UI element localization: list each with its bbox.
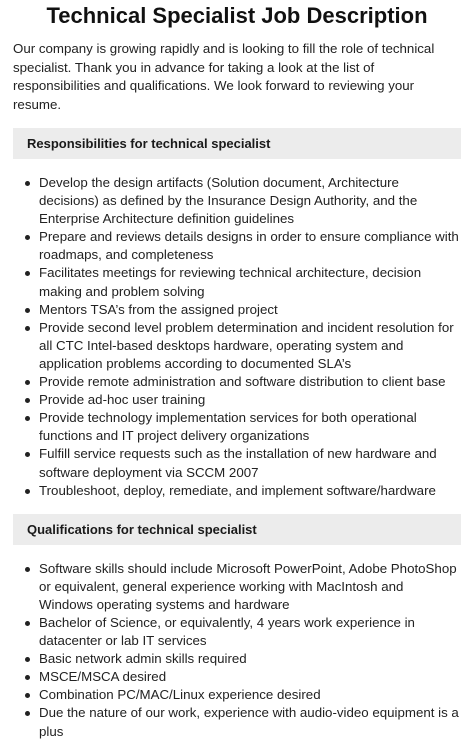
list-item-text: Develop the design artifacts (Solution document, Architecture decisions) as defined by the Insurance Design Authority, and the Enterprise Architecture definition guidelines xyxy=(39,175,418,227)
qualifications-list xyxy=(13,560,461,741)
bullet-icon xyxy=(25,271,30,276)
list-item-text: Combination PC/MAC/Linux experience desired xyxy=(39,687,321,703)
list-item xyxy=(39,445,461,481)
list-item xyxy=(39,650,461,668)
bullet-icon xyxy=(25,416,30,421)
bullet-icon xyxy=(25,567,30,572)
page-title: Technical Specialist Job Description xyxy=(46,3,428,28)
list-item xyxy=(39,482,461,500)
bullet-icon xyxy=(25,398,30,403)
bullet-icon xyxy=(25,657,30,662)
list-item-text: Provide remote administration and software distribution to client base xyxy=(39,374,446,390)
list-item xyxy=(39,319,461,373)
list-item xyxy=(39,301,461,319)
responsibilities-heading-label: Responsibilities for technical specialist xyxy=(27,136,271,151)
list-item-text: Bachelor of Science, or equivalently, 4 years work experience in datacenter or lab IT services xyxy=(39,614,415,649)
list-item xyxy=(39,409,461,445)
list-item-text: Prepare and reviews details designs in order to ensure compliance with roadmaps, and completeness xyxy=(39,229,459,263)
intro-paragraph: Our company is growing rapidly and is looking to fill the role of technical specialist. Thank you in advance for taking a look at the list of responsibilities and qualifications. We look forward to reviewing your resume. xyxy=(13,41,435,112)
list-item-text: MSCE/MSCA desired xyxy=(39,669,167,685)
list-item-text: Basic network admin skills required xyxy=(39,651,247,667)
list-item xyxy=(39,228,461,264)
list-item xyxy=(39,174,461,228)
bullet-icon xyxy=(25,711,30,716)
list-item-text: Mentors TSA’s from the assigned project xyxy=(39,301,278,317)
list-item-text: Provide ad-hoc user training xyxy=(39,392,206,408)
list-item xyxy=(39,373,461,391)
list-item xyxy=(39,614,461,650)
bullet-icon xyxy=(25,693,30,698)
bullet-icon xyxy=(25,181,30,186)
responsibilities-heading xyxy=(13,128,461,159)
list-item xyxy=(39,391,461,409)
bullet-icon xyxy=(25,380,30,385)
job-description-page xyxy=(0,3,474,739)
list-item-text: Due the nature of our work, experience with audio-video equipment is a plus xyxy=(39,705,459,739)
bullet-icon xyxy=(25,308,30,313)
list-item-text: Provide technology implementation services for both operational functions and IT project delivery organizations xyxy=(39,410,417,444)
list-item xyxy=(39,560,461,614)
qualifications-heading xyxy=(13,514,461,545)
bullet-icon xyxy=(25,621,30,626)
bullet-icon xyxy=(25,675,30,680)
list-item xyxy=(39,686,461,704)
list-item-text: Facilitates meetings for reviewing technical architecture, decision making and problem solving xyxy=(39,265,422,299)
bullet-icon xyxy=(25,452,30,457)
list-item xyxy=(39,704,461,740)
bullet-icon xyxy=(25,326,30,331)
bullet-icon xyxy=(25,235,30,240)
list-item xyxy=(39,264,461,300)
qualifications-heading-label: Qualifications for technical specialist xyxy=(27,521,257,537)
bullet-icon xyxy=(25,489,30,494)
responsibilities-list xyxy=(13,174,461,500)
list-item-text: Troubleshoot, deploy, remediate, and implement software/hardware xyxy=(39,482,436,498)
list-item-text: Fulfill service requests such as the installation of new hardware and software deployment via SCCM 2007 xyxy=(39,446,437,480)
list-item-text: Software skills should include Microsoft PowerPoint, Adobe PhotoShop or equivalent, general experience working with MacIntosh and Windows operating systems and hardware xyxy=(39,560,457,612)
list-item xyxy=(39,668,461,686)
list-item-text: Provide second level problem determination and incident resolution for all CTC Intel-based desktops hardware, operating system and application problems according to documented SLA’s xyxy=(39,319,454,371)
